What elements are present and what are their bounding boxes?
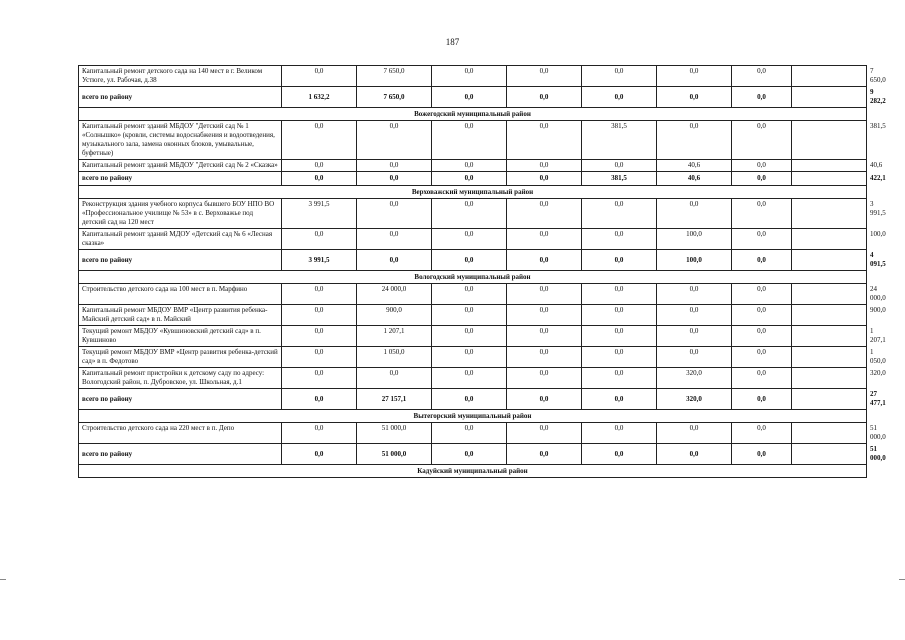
value-cell: 0,0 xyxy=(432,199,507,229)
district-total-row: всего по району 1 632,2 7 650,0 0,0 0,0 0,0 0,0 0,0 9 282,2 xyxy=(79,87,867,108)
value-cell: 381,5 xyxy=(582,121,657,160)
value-cell: 0,0 xyxy=(582,199,657,229)
district-name: Вожегодский муниципальный район xyxy=(79,108,867,121)
value-cell: 0,0 xyxy=(282,172,357,186)
empty-cell xyxy=(792,444,867,465)
value-cell: 0,0 xyxy=(732,121,792,160)
district-total-row: всего по району 0,0 27 157,1 0,0 0,0 0,0 320,0 0,0 27 477,1 xyxy=(79,389,867,410)
value-cell: 0,0 xyxy=(432,121,507,160)
value-cell: 0,0 xyxy=(507,199,582,229)
value-cell: 0,0 xyxy=(582,160,657,172)
value-cell: 0,0 xyxy=(507,389,582,410)
value-cell: 0,0 xyxy=(507,284,582,305)
page-number: 187 xyxy=(445,37,460,47)
value-cell: 0,0 xyxy=(282,444,357,465)
value-cell: 0,0 xyxy=(282,389,357,410)
value-cell: 0,0 xyxy=(357,160,432,172)
value-cell: 0,0 xyxy=(432,347,507,368)
object-name: Строительство детского сада на 220 мест в п. Депо xyxy=(79,423,282,444)
value-cell: 0,0 xyxy=(732,347,792,368)
value-cell: 0,0 xyxy=(432,172,507,186)
value-cell: 100,0 xyxy=(657,229,732,250)
value-cell: 0,0 xyxy=(432,423,507,444)
district-name: Кадуйский муниципальный район xyxy=(79,465,867,478)
empty-cell xyxy=(792,66,867,87)
value-cell: 0,0 xyxy=(282,229,357,250)
value-cell: 3 991,5 xyxy=(282,250,357,271)
table-row: Реконструкция здания учебного корпуса бывшего БОУ НПО ВО «Профессиональное училище № 53» в с. Верховажье под детский сад на 120 мест 3 991,5 0,0 0,0 0,0 0,0 0,0 0,0 3 991,5 xyxy=(79,199,867,229)
value-cell: 0,0 xyxy=(357,368,432,389)
empty-cell xyxy=(792,121,867,160)
object-name: Капитальный ремонт МБДОУ ВМР «Центр развития ребенка-Майский детский сад» в п. Майский xyxy=(79,305,282,326)
value-cell: 0,0 xyxy=(507,368,582,389)
value-cell: 0,0 xyxy=(357,199,432,229)
value-cell: 0,0 xyxy=(432,305,507,326)
budget-table xyxy=(78,65,886,478)
value-cell: 0,0 xyxy=(432,229,507,250)
value-cell: 0,0 xyxy=(432,326,507,347)
value-cell: 0,0 xyxy=(732,284,792,305)
value-cell: 0,0 xyxy=(507,347,582,368)
table-row: Капитальный ремонт зданий МДОУ «Детский сад № 6 «Лесная сказка» 0,0 0,0 0,0 0,0 0,0 100,0 0,0 100,0 xyxy=(79,229,867,250)
empty-cell xyxy=(792,87,867,108)
value-cell: 0,0 xyxy=(732,423,792,444)
left-edge-mark xyxy=(0,579,6,580)
value-cell: 0,0 xyxy=(657,347,732,368)
value-cell: 7 650,0 xyxy=(357,66,432,87)
value-cell: 0,0 xyxy=(732,199,792,229)
object-name: Капитальный ремонт зданий МДОУ «Детский сад № 6 «Лесная сказка» xyxy=(79,229,282,250)
value-cell: 0,0 xyxy=(732,160,792,172)
total-label: всего по району xyxy=(79,389,282,410)
empty-cell xyxy=(792,284,867,305)
value-cell: 0,0 xyxy=(732,229,792,250)
value-cell: 0,0 xyxy=(732,389,792,410)
value-cell: 0,0 xyxy=(582,250,657,271)
object-name: Текущий ремонт МБДОУ ВМР «Центр развития ребенка-детский сад» в п. Федотово xyxy=(79,347,282,368)
value-cell: 24 000,0 xyxy=(357,284,432,305)
object-name: Капитальный ремонт детского сада на 140 мест в г. Великом Устюге, ул. Рабочая, д.38 xyxy=(79,66,282,87)
object-name: Капитальный ремонт пристройки к детскому саду по адресу: Вологодский район, п. Дубровское, ул. Школьная, д.1 xyxy=(79,368,282,389)
empty-cell xyxy=(792,389,867,410)
value-cell: 0,0 xyxy=(657,121,732,160)
total-label: всего по району xyxy=(79,444,282,465)
value-cell: 0,0 xyxy=(282,423,357,444)
total-label: всего по району xyxy=(79,250,282,271)
value-cell: 0,0 xyxy=(282,160,357,172)
value-cell: 0,0 xyxy=(507,250,582,271)
value-cell: 0,0 xyxy=(732,250,792,271)
value-cell: 0,0 xyxy=(507,444,582,465)
value-cell: 0,0 xyxy=(582,423,657,444)
value-cell: 320,0 xyxy=(657,368,732,389)
value-cell: 0,0 xyxy=(582,389,657,410)
value-cell: 381,5 xyxy=(582,172,657,186)
value-cell: 0,0 xyxy=(582,444,657,465)
value-cell: 0,0 xyxy=(432,66,507,87)
value-cell: 0,0 xyxy=(507,87,582,108)
empty-cell xyxy=(792,172,867,186)
value-cell: 0,0 xyxy=(282,121,357,160)
value-cell: 0,0 xyxy=(732,305,792,326)
total-label: всего по району xyxy=(79,87,282,108)
value-cell: 40,6 xyxy=(657,160,732,172)
value-cell: 0,0 xyxy=(432,284,507,305)
right-edge-mark xyxy=(899,579,905,580)
empty-cell xyxy=(792,347,867,368)
value-cell: 0,0 xyxy=(507,121,582,160)
value-cell: 0,0 xyxy=(432,160,507,172)
value-cell: 0,0 xyxy=(582,305,657,326)
value-cell: 0,0 xyxy=(432,87,507,108)
value-cell: 0,0 xyxy=(282,368,357,389)
value-cell: 1 632,2 xyxy=(282,87,357,108)
empty-cell xyxy=(792,160,867,172)
value-cell: 0,0 xyxy=(507,423,582,444)
value-cell: 0,0 xyxy=(657,305,732,326)
district-name: Верховажский муниципальный район xyxy=(79,186,867,199)
value-cell: 0,0 xyxy=(357,172,432,186)
value-cell: 0,0 xyxy=(657,444,732,465)
value-cell: 0,0 xyxy=(582,326,657,347)
object-name: Капитальный ремонт зданий МБДОУ "Детский сад № 2 «Сказка» xyxy=(79,160,282,172)
table-row: Текущий ремонт МБДОУ ВМР «Центр развития ребенка-детский сад» в п. Федотово 0,0 1 050,0 0,0 0,0 0,0 0,0 0,0 1 050,0 xyxy=(79,347,867,368)
value-cell: 0,0 xyxy=(357,229,432,250)
value-cell: 0,0 xyxy=(282,66,357,87)
value-cell: 7 650,0 xyxy=(357,87,432,108)
district-name: Вытегорский муниципальный район xyxy=(79,410,867,423)
value-cell: 0,0 xyxy=(507,160,582,172)
value-cell: 0,0 xyxy=(507,305,582,326)
value-cell: 0,0 xyxy=(582,284,657,305)
value-cell: 51 000,0 xyxy=(357,423,432,444)
value-cell: 0,0 xyxy=(282,284,357,305)
empty-cell xyxy=(792,423,867,444)
value-cell: 0,0 xyxy=(282,305,357,326)
value-cell: 0,0 xyxy=(282,347,357,368)
value-cell: 0,0 xyxy=(657,423,732,444)
district-header-row xyxy=(79,186,867,199)
value-cell: 1 207,1 xyxy=(357,326,432,347)
value-cell: 0,0 xyxy=(582,368,657,389)
empty-cell xyxy=(792,305,867,326)
value-cell: 0,0 xyxy=(732,368,792,389)
table-row: Строительство детского сада на 100 мест в п. Марфино 0,0 24 000,0 0,0 0,0 0,0 0,0 0,0 24 000,0 xyxy=(79,284,867,305)
value-cell: 0,0 xyxy=(432,368,507,389)
table-row: Капитальный ремонт детского сада на 140 мест в г. Великом Устюге, ул. Рабочая, д.38 0,0 7 650,0 0,0 0,0 0,0 0,0 0,0 7 650,0 xyxy=(79,66,867,87)
value-cell: 0,0 xyxy=(432,444,507,465)
empty-cell xyxy=(792,229,867,250)
district-name: Вологодский муниципальный район xyxy=(79,271,867,284)
value-cell: 900,0 xyxy=(357,305,432,326)
value-cell: 0,0 xyxy=(432,389,507,410)
value-cell: 0,0 xyxy=(582,66,657,87)
empty-cell xyxy=(792,199,867,229)
value-cell: 0,0 xyxy=(357,121,432,160)
value-cell: 0,0 xyxy=(732,66,792,87)
value-cell: 0,0 xyxy=(432,250,507,271)
value-cell: 0,0 xyxy=(582,347,657,368)
value-cell: 0,0 xyxy=(732,326,792,347)
object-name: Реконструкция здания учебного корпуса бывшего БОУ НПО ВО «Профессиональное училище № 53» в с. Верховажье под детский сад на 120 мест xyxy=(79,199,282,229)
value-cell: 320,0 xyxy=(657,389,732,410)
value-cell: 0,0 xyxy=(657,284,732,305)
table-row: Строительство детского сада на 220 мест в п. Депо 0,0 51 000,0 0,0 0,0 0,0 0,0 0,0 51 000,0 xyxy=(79,423,867,444)
object-name: Строительство детского сада на 100 мест в п. Марфино xyxy=(79,284,282,305)
table-row: Текущий ремонт МБДОУ «Кувшиновский детский сад» в п. Кувшиново 0,0 1 207,1 0,0 0,0 0,0 0,0 0,0 1 207,1 xyxy=(79,326,867,347)
district-header-row xyxy=(79,465,867,478)
value-cell: 0,0 xyxy=(507,326,582,347)
value-cell: 0,0 xyxy=(657,199,732,229)
value-cell: 3 991,5 xyxy=(282,199,357,229)
value-cell: 1 050,0 xyxy=(357,347,432,368)
empty-cell xyxy=(792,326,867,347)
district-header-row xyxy=(79,271,867,284)
value-cell: 0,0 xyxy=(732,444,792,465)
table-row: Капитальный ремонт зданий МБДОУ "Детский сад № 1 «Солнышко» (кровли, системы водоснабжения и водоотведения, музыкального зала, замена оконных блоков, умывальные, буфетные) 0,0 0,0 0,0 0,0 381,5 0,0 0,0 381,5 xyxy=(79,121,867,160)
district-total-row: всего по району 0,0 0,0 0,0 0,0 381,5 40,6 0,0 422,1 xyxy=(79,172,867,186)
district-total-row: всего по району 0,0 51 000,0 0,0 0,0 0,0 0,0 0,0 51 000,0 xyxy=(79,444,867,465)
value-cell: 0,0 xyxy=(507,66,582,87)
table-row: Капитальный ремонт зданий МБДОУ "Детский сад № 2 «Сказка» 0,0 0,0 0,0 0,0 0,0 40,6 0,0 40,6 xyxy=(79,160,867,172)
value-cell: 0,0 xyxy=(732,172,792,186)
value-cell: 27 157,1 xyxy=(357,389,432,410)
value-cell: 0,0 xyxy=(507,172,582,186)
district-header-row xyxy=(79,410,867,423)
value-cell: 0,0 xyxy=(582,87,657,108)
value-cell: 0,0 xyxy=(582,229,657,250)
district-header-row xyxy=(79,108,867,121)
value-cell: 40,6 xyxy=(657,172,732,186)
value-cell: 0,0 xyxy=(357,250,432,271)
object-name: Капитальный ремонт зданий МБДОУ "Детский сад № 1 «Солнышко» (кровли, системы водоснабжения и водоотведения, музыкального зала, замена оконных блоков, умывальные, буфетные) xyxy=(79,121,282,160)
value-cell: 0,0 xyxy=(282,326,357,347)
table-row: Капитальный ремонт МБДОУ ВМР «Центр развития ребенка-Майский детский сад» в п. Майский 0,0 900,0 0,0 0,0 0,0 0,0 0,0 900,0 xyxy=(79,305,867,326)
table-row: Капитальный ремонт пристройки к детскому саду по адресу: Вологодский район, п. Дубровское, ул. Школьная, д.1 0,0 0,0 0,0 0,0 0,0 320,0 0,0 320,0 xyxy=(79,368,867,389)
value-cell: 0,0 xyxy=(732,87,792,108)
total-label: всего по району xyxy=(79,172,282,186)
value-cell: 0,0 xyxy=(507,229,582,250)
empty-cell xyxy=(792,250,867,271)
value-cell: 100,0 xyxy=(657,250,732,271)
value-cell: 51 000,0 xyxy=(357,444,432,465)
object-name: Текущий ремонт МБДОУ «Кувшиновский детский сад» в п. Кувшиново xyxy=(79,326,282,347)
value-cell: 0,0 xyxy=(657,326,732,347)
empty-cell xyxy=(792,368,867,389)
district-total-row: всего по району 3 991,5 0,0 0,0 0,0 0,0 100,0 0,0 4 091,5 xyxy=(79,250,867,271)
value-cell: 0,0 xyxy=(657,66,732,87)
value-cell: 0,0 xyxy=(657,87,732,108)
